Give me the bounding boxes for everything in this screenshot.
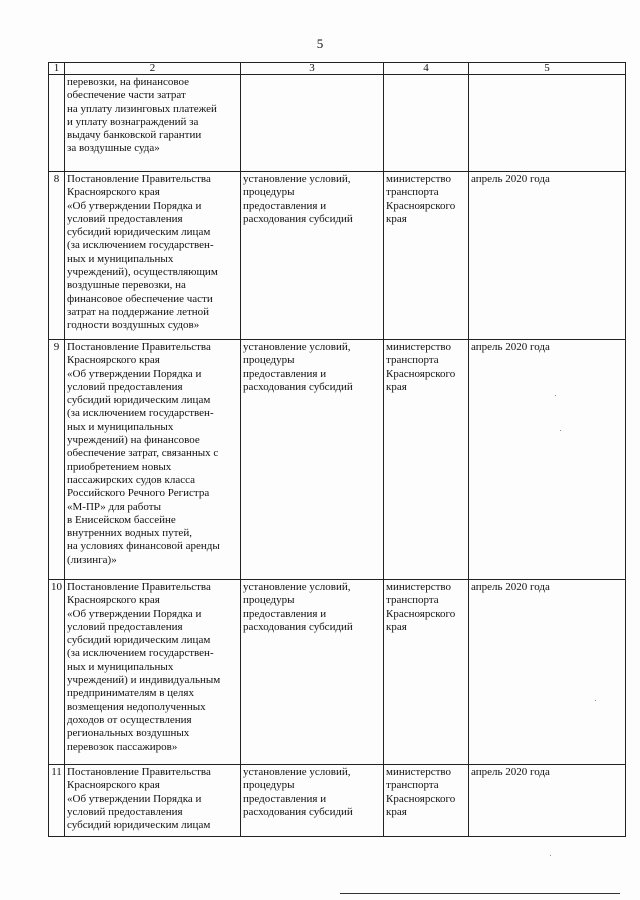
- executor-cell: министерство транспорта Красноярского края: [384, 340, 469, 580]
- row-number: [49, 75, 65, 172]
- scan-speck: [595, 700, 596, 701]
- term-cell: апрель 2020 года: [469, 172, 626, 340]
- column-header: 5: [469, 63, 626, 75]
- executor-cell: министерство транспорта Красноярского края: [384, 765, 469, 837]
- purpose-cell: установление условий, процедуры предоставления и расходования субсидий: [241, 172, 384, 340]
- document-cell: Постановление Правительства Красноярского края «Об утверждении Порядка и условий предоставления субсидий юридическим лицам (за исключением государствен- ных и муниципальных учреждений) на финансовое обеспечение затрат, связанных с приобретением новых пассажирских судов класса Российского Речного Регистра «М-ПР» для работы в Енисейском бассейне внутренних водных путей, на условиях финансовой аренды (лизинга)»: [65, 340, 241, 580]
- purpose-cell: установление условий, процедуры предоставления и расходования субсидий: [241, 765, 384, 837]
- row-number: 8: [49, 172, 65, 340]
- document-cell: перевозки, на финансовое обеспечение части затрат на уплату лизинговых платежей и уплату вознаграждений за выдачу банковской гарантии за воздушные суда»: [65, 75, 241, 172]
- row-number: 10: [49, 580, 65, 765]
- scan-speck: [550, 855, 551, 856]
- document-cell: Постановление Правительства Красноярского края «Об утверждении Порядка и условий предоставления субсидий юридическим лицам (за исключением государствен- ных и муниципальных учреждений), осуществляющим воздушные перевозки, на финансовое обеспечение части затрат на поддержание летной годности воздушных судов»: [65, 172, 241, 340]
- term-cell: апрель 2020 года: [469, 580, 626, 765]
- term-cell: апрель 2020 года: [469, 340, 626, 580]
- document-cell: Постановление Правительства Красноярского края «Об утверждении Порядка и условий предоставления субсидий юридическим лицам (за исключением государствен- ных и муниципальных учреждений) и индивидуальным предпринимателям в целях возмещения недополученных доходов от осуществления региональных воздушных перевозок пассажиров»: [65, 580, 241, 765]
- table-row: [49, 172, 626, 340]
- table-row: [49, 75, 626, 172]
- row-number: 9: [49, 340, 65, 580]
- bottom-divider: [340, 893, 620, 894]
- column-header: 1: [49, 63, 65, 75]
- table-row: [49, 580, 626, 765]
- scan-speck: [560, 430, 561, 431]
- term-cell: апрель 2020 года: [469, 765, 626, 837]
- purpose-cell: установление условий, процедуры предоставления и расходования субсидий: [241, 580, 384, 765]
- table-row: [49, 340, 626, 580]
- executor-cell: министерство транспорта Красноярского края: [384, 172, 469, 340]
- table-header-row: [49, 63, 626, 75]
- row-number: 11: [49, 765, 65, 837]
- scan-speck: [555, 395, 556, 396]
- column-header: 2: [65, 63, 241, 75]
- executor-cell: министерство транспорта Красноярского края: [384, 580, 469, 765]
- page-number: 5: [316, 36, 324, 51]
- column-header: 3: [241, 63, 384, 75]
- document-cell: Постановление Правительства Красноярского края «Об утверждении Порядка и условий предоставления субсидий юридическим лицам: [65, 765, 241, 837]
- measures-table: [48, 62, 626, 837]
- table-row: [49, 765, 626, 837]
- purpose-cell: установление условий, процедуры предоставления и расходования субсидий: [241, 340, 384, 580]
- column-header: 4: [384, 63, 469, 75]
- executor-cell: [384, 75, 469, 172]
- purpose-cell: [241, 75, 384, 172]
- term-cell: [469, 75, 626, 172]
